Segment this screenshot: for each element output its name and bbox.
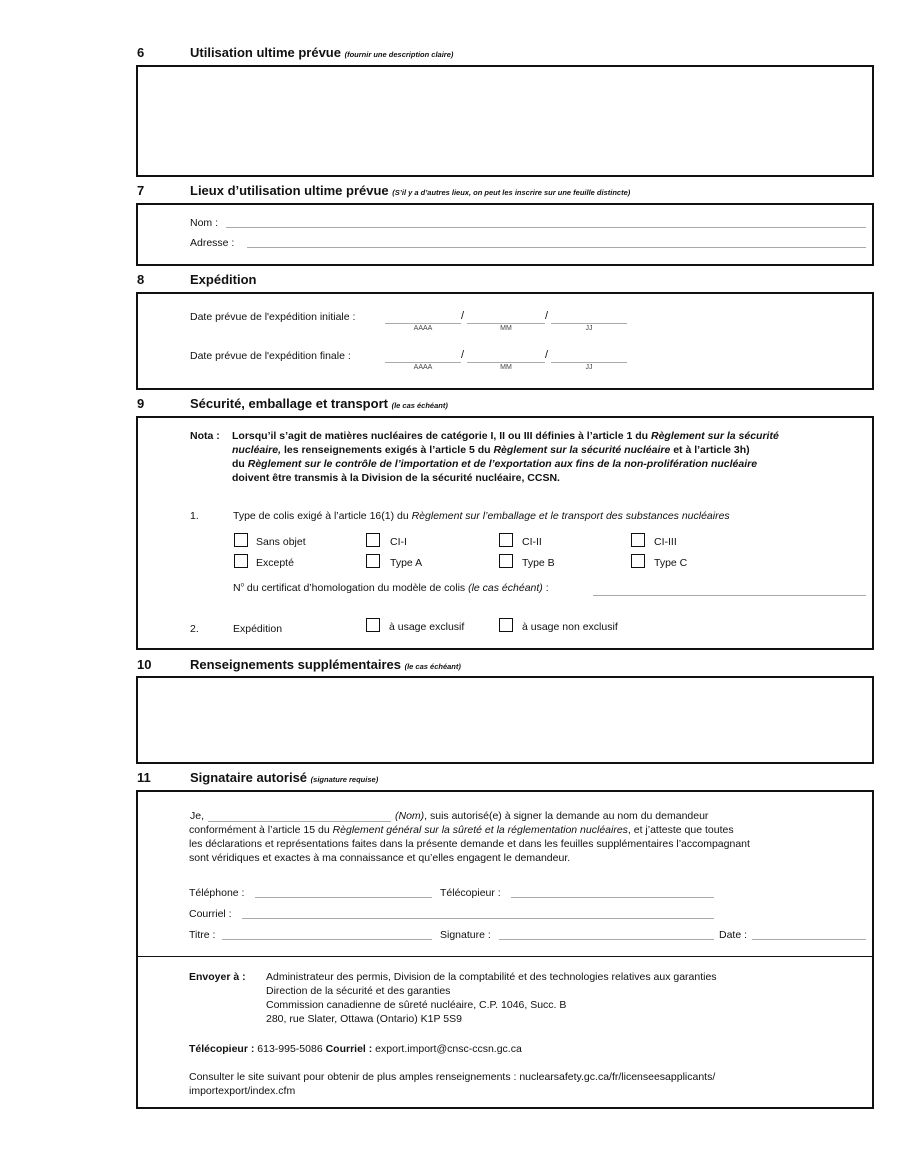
year-hint: AAAA [413, 325, 433, 332]
nota-line2d: et à l’article 3h) [670, 444, 750, 456]
initial-year-field[interactable] [385, 323, 461, 324]
contact-line [189, 1043, 522, 1055]
checkbox-type-b[interactable] [499, 554, 513, 568]
option-label: Excepté [256, 557, 294, 569]
contact-email-link[interactable]: export.import@cnsc-ccsn.gc.ca [375, 1043, 522, 1055]
nota-label: Nota : [190, 430, 220, 442]
month-hint: MM [500, 364, 512, 371]
send-to-address [266, 970, 866, 1026]
non-exclusive-label: à usage non exclusif [522, 621, 618, 633]
signature-label: Signature : [440, 929, 491, 941]
nota-line1a: Lorsqu’il s’agit de matières nucléaires de catégorie I, II ou III définies à l’article 1 du [232, 430, 651, 442]
day-hint: JJ [585, 325, 593, 332]
nota-line3a: du [232, 458, 248, 470]
nota-line1b: Règlement sur la sécurité [650, 430, 779, 442]
certificate-field[interactable] [593, 595, 866, 596]
section-10-title-text: Renseignements supplémentaires [190, 657, 401, 672]
section-6-note: (fournir une description claire) [344, 50, 454, 59]
additional-info-textarea[interactable] [136, 676, 874, 764]
option-label: Sans objet [256, 536, 306, 548]
nota-line2c: Règlement sur la sécurité nucléaire [493, 444, 671, 456]
day-hint: JJ [585, 364, 593, 371]
final-year-field[interactable] [385, 362, 461, 363]
telephone-label: Téléphone : [189, 887, 245, 899]
signatory-statement [189, 823, 869, 865]
section-11-number: 11 [137, 770, 151, 785]
section-7-note: (S’il y a d’autres lieux, on peut les inscrire sur une feuille distincte) [392, 188, 631, 197]
cert-c: (le cas échéant) [468, 582, 543, 594]
adresse-field[interactable] [247, 247, 866, 248]
statement-line3: les déclarations et représentations faites dans la présente demande et dans les feuilles supplémentaires l’accompagnant [189, 838, 750, 850]
item-2-number: 2. [190, 623, 199, 635]
nom-italic: (Nom) [395, 810, 425, 822]
end-use-textarea[interactable] [136, 65, 874, 177]
contact-fax-label: Télécopieur : [189, 1043, 258, 1055]
cert-sup: o [240, 582, 244, 589]
consult-text [189, 1070, 869, 1098]
contact-mail-label: Courriel : [322, 1043, 376, 1055]
section-7-title [190, 183, 630, 198]
section-10-note: (le cas échéant) [404, 662, 461, 671]
slash: / [545, 349, 549, 361]
checkbox-ci-i[interactable] [366, 533, 380, 547]
checkbox-ci-ii[interactable] [499, 533, 513, 547]
nota-line3b: Règlement sur le contrôle de l’importation et de l’exportation aux fins de la non-prolifération nucléaire [247, 458, 758, 470]
section-9-note: (le cas échéant) [391, 401, 448, 410]
address-line4: 280, rue Slater, Ottawa (Ontario) K1P 5S9 [266, 1013, 462, 1025]
year-hint: AAAA [413, 364, 433, 371]
initial-day-field[interactable] [551, 323, 627, 324]
fax-label: Télécopieur : [440, 887, 501, 899]
slash: / [461, 310, 465, 322]
checkbox-type-a[interactable] [366, 554, 380, 568]
item-1-text-a: Type de colis exigé à l’article 16(1) du [233, 510, 412, 522]
statement-line2b: Règlement général sur la sûreté et la réglementation nucléaires [332, 824, 628, 836]
send-to-label: Envoyer à : [189, 971, 246, 983]
section-9-title [190, 396, 448, 411]
consult-line2: importexport/index.cfm [189, 1085, 296, 1097]
address-line3: Commission canadienne de sûreté nucléaire, C.P. 1046, Succ. B [266, 999, 567, 1011]
month-hint: MM [500, 325, 512, 332]
title-label: Titre : [189, 929, 216, 941]
nom-label: Nom : [190, 217, 219, 229]
checkbox-usage-exclusif[interactable] [366, 618, 380, 632]
exclusive-label: à usage exclusif [389, 621, 465, 633]
section-6-number: 6 [137, 45, 145, 60]
cert-b: du certificat d’homologation du modèle de colis [243, 582, 469, 594]
checkbox-usage-non-exclusif[interactable] [499, 618, 513, 632]
consult-line1: Consulter le site suivant pour obtenir de plus amples renseignements : nuclearsafety.gc.ca/fr/licenseesapplicants/ [189, 1071, 716, 1083]
option-label: Type C [654, 557, 688, 569]
option-label: CI-III [654, 536, 677, 548]
date-label: Date : [719, 929, 748, 941]
adresse-label: Adresse : [190, 237, 235, 249]
section-8-number: 8 [137, 272, 145, 287]
telephone-field[interactable] [255, 897, 432, 898]
section-8-title: Expédition [190, 272, 257, 287]
final-shipment-label: Date prévue de l'expédition finale : [190, 350, 351, 362]
slash: / [545, 310, 549, 322]
section-7-title-text: Lieux d’utilisation ultime prévue [190, 183, 389, 198]
section-6-title [190, 45, 453, 60]
final-month-field[interactable] [467, 362, 545, 363]
cert-n: N [233, 582, 241, 594]
date-field[interactable] [752, 939, 866, 940]
signatory-statement-line1 [395, 810, 708, 822]
email-field[interactable] [242, 918, 714, 919]
address-line2: Direction de la sécurité et des garanties [266, 985, 451, 997]
section-6-title-text: Utilisation ultime prévue [190, 45, 341, 60]
nota-line2b: les renseignements exigés à l’article 5 du [281, 444, 494, 456]
item-1-text [233, 510, 730, 522]
section-11-note: (signature requise) [310, 775, 379, 784]
option-label: Type B [522, 557, 555, 569]
item-1-number: 1. [190, 510, 199, 522]
final-day-field[interactable] [551, 362, 627, 363]
checkbox-type-c[interactable] [631, 554, 645, 568]
checkbox-sans-objet[interactable] [234, 533, 248, 547]
checkbox-excepte[interactable] [234, 554, 248, 568]
nota-text [232, 429, 852, 485]
option-label: Type A [390, 557, 423, 569]
statement-line2c: , et j’atteste que toutes [627, 824, 734, 836]
nom-field[interactable] [226, 227, 866, 228]
certificate-label [233, 582, 549, 594]
title-field[interactable] [222, 939, 432, 940]
cert-d: : [542, 582, 549, 594]
checkbox-ci-iii[interactable] [631, 533, 645, 547]
email-label: Courriel : [189, 908, 232, 920]
section-11-title [190, 770, 378, 785]
initial-month-field[interactable] [467, 323, 545, 324]
nota-line2a: nucléaire, [232, 444, 282, 456]
option-label: CI-II [522, 536, 542, 548]
section-10-number: 10 [137, 657, 152, 672]
section-11-title-text: Signataire autorisé [190, 770, 308, 785]
section-7-number: 7 [137, 183, 145, 198]
statement-line1: , suis autorisé(e) à signer la demande au nom du demandeur [424, 810, 709, 822]
signature-field[interactable] [499, 939, 714, 940]
divider [137, 956, 873, 957]
section-9-number: 9 [137, 396, 145, 411]
section-10-title [190, 657, 461, 672]
initial-shipment-label: Date prévue de l'expédition initiale : [190, 311, 356, 323]
statement-line2a: conformément à l’article 15 du [189, 824, 333, 836]
option-label: CI-I [390, 536, 407, 548]
section-9-title-text: Sécurité, emballage et transport [190, 396, 388, 411]
contact-fax: 613-995-5086 [257, 1043, 323, 1055]
fax-field[interactable] [511, 897, 714, 898]
shipment-box [136, 292, 874, 390]
nota-line4: doivent être transmis à la Division de la sécurité nucléaire, CCSN. [232, 472, 560, 484]
slash: / [461, 349, 465, 361]
statement-line4: sont véridiques et exactes à ma connaissance et qu’elles engagent le demandeur. [189, 852, 571, 864]
address-line1: Administrateur des permis, Division de la comptabilité et des technologies relatives aux garanties [266, 971, 717, 983]
item-1-text-b: Règlement sur l’emballage et le transport des substances nucléaires [411, 510, 730, 522]
signatory-name-field[interactable] [208, 821, 391, 822]
end-use-locations-box [136, 203, 874, 266]
je-label: Je, [190, 810, 205, 822]
item-2-label: Expédition [233, 623, 283, 635]
